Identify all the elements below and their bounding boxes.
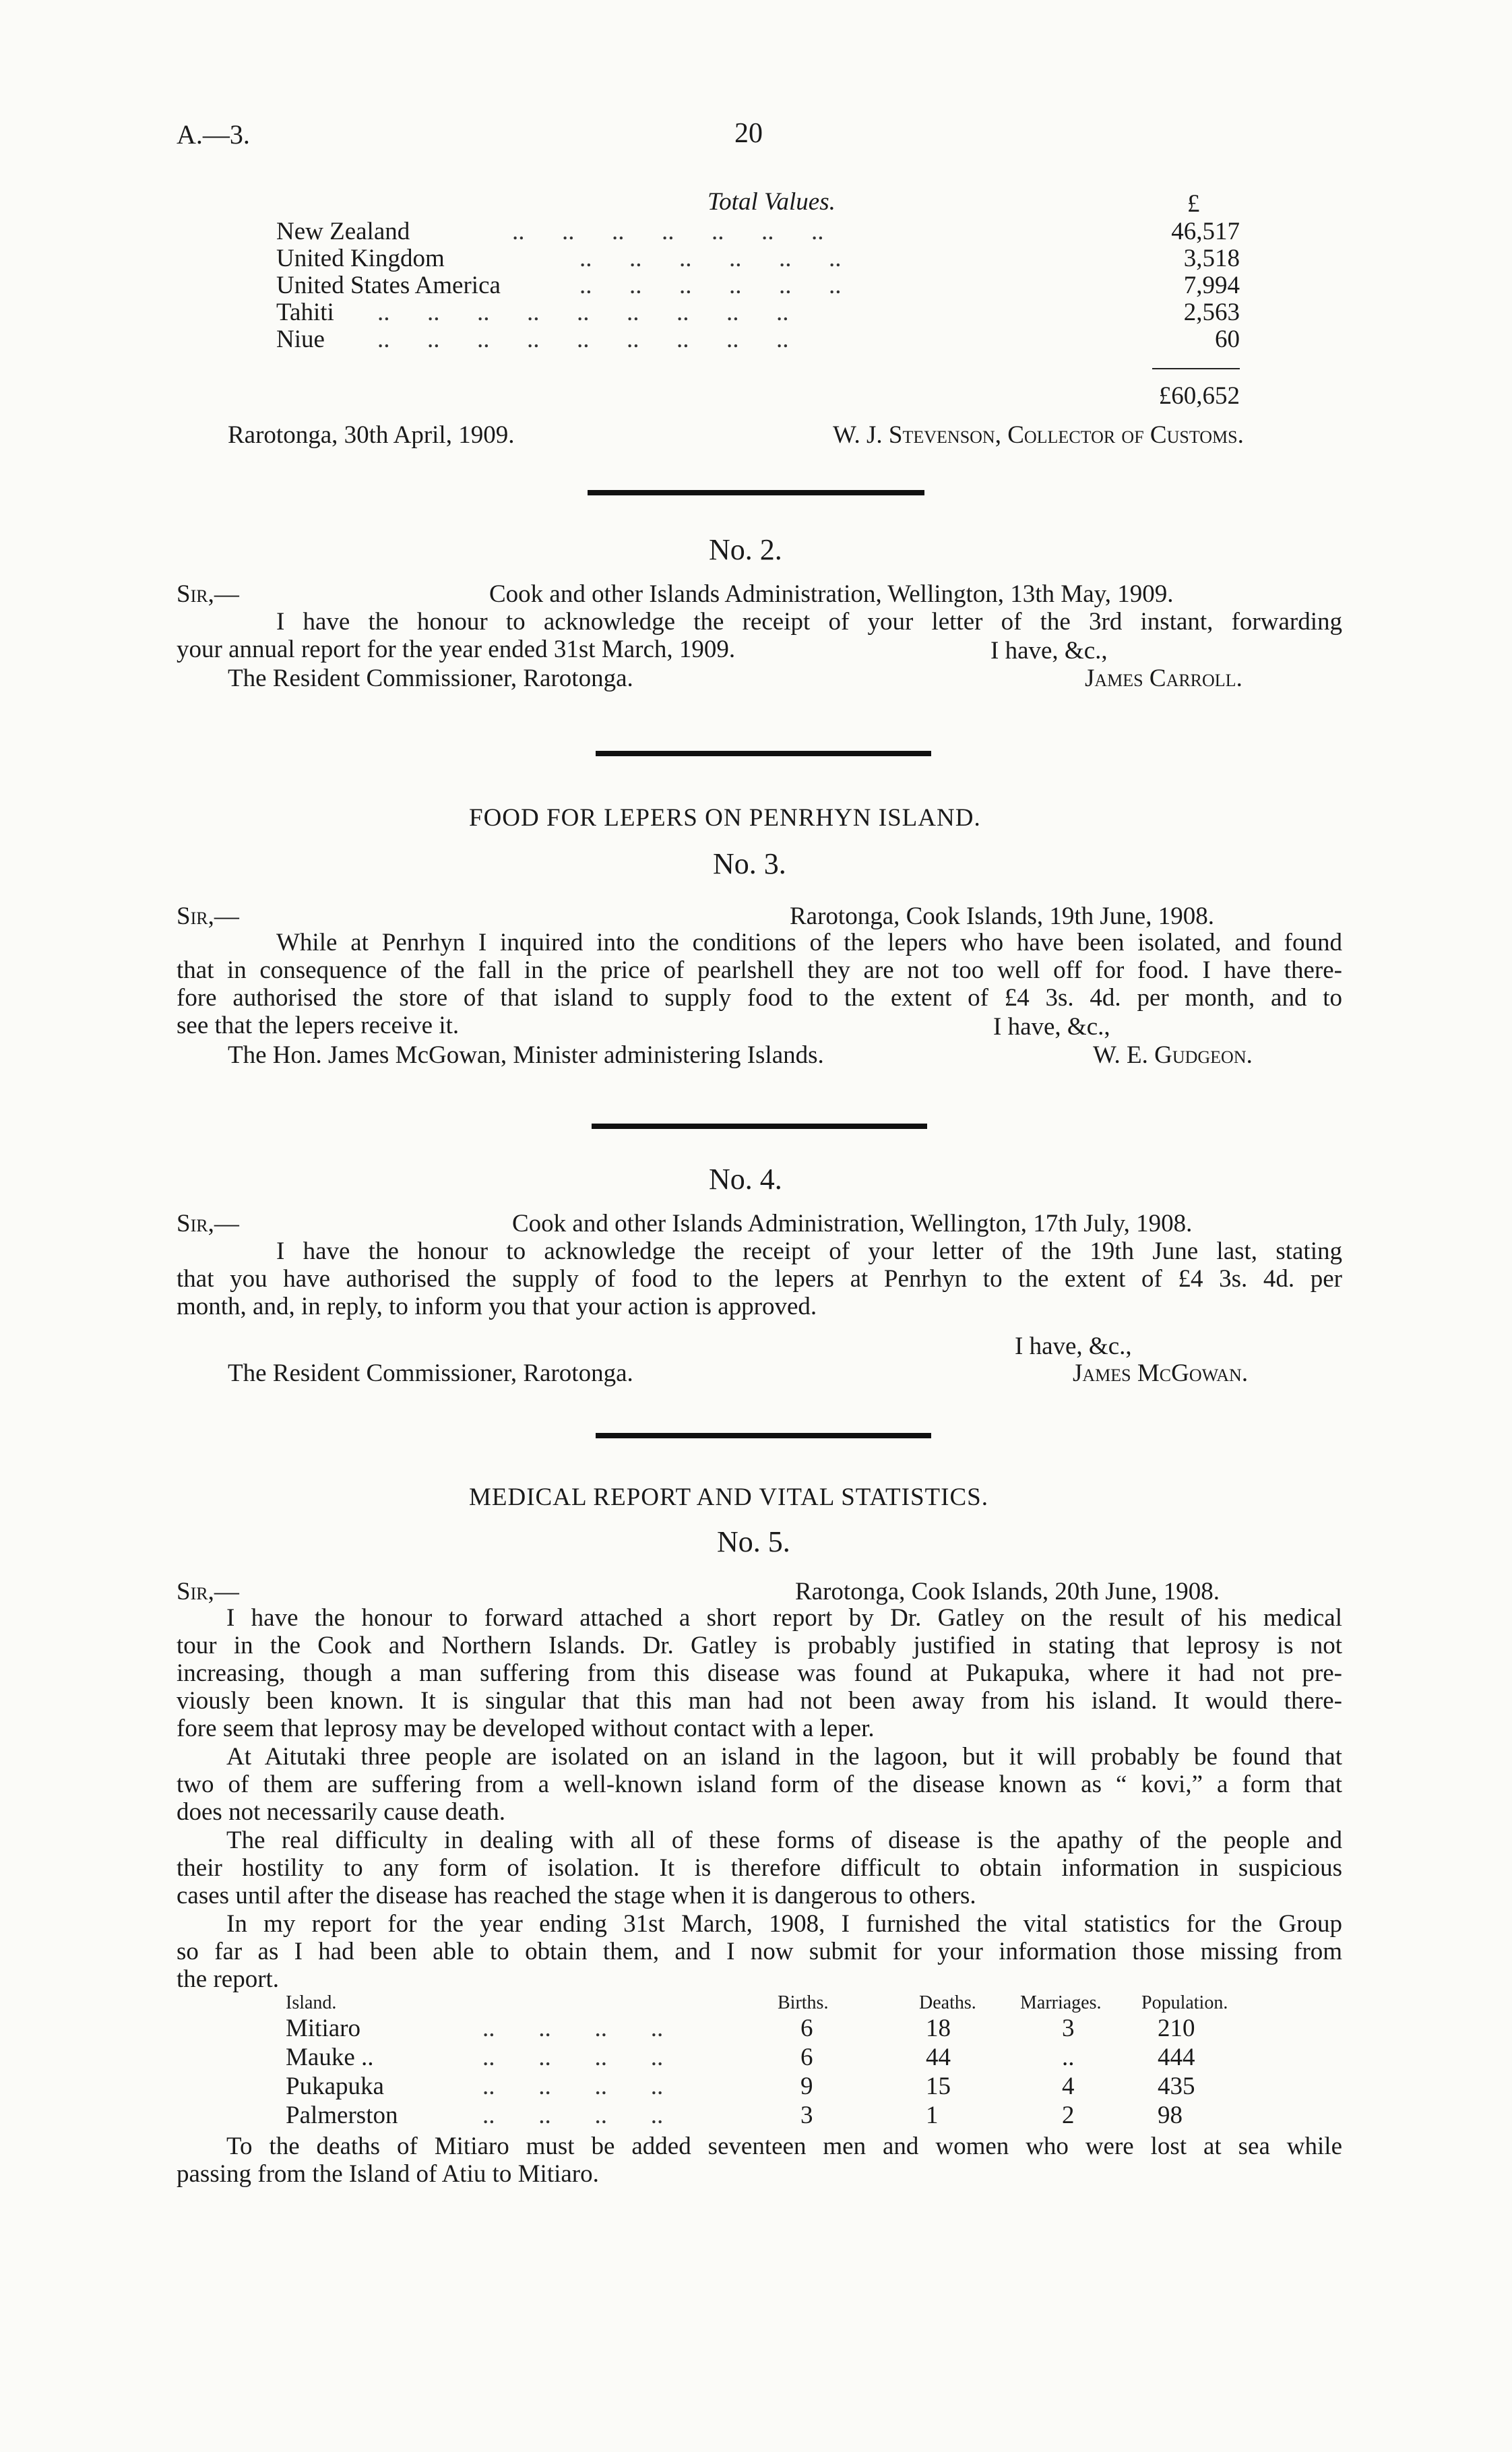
recipient: The Resident Commissioner, Rarotonga. <box>228 665 633 692</box>
section-divider <box>588 490 924 495</box>
body-line: The real difficulty in dealing with all of these forms of disease is the apathy of the people and <box>226 1827 1342 1854</box>
place-date: Rarotonga, 30th April, 1909. <box>228 421 515 449</box>
population-cell: 98 <box>1158 2102 1183 2129</box>
births-cell: 3 <box>800 2102 813 2129</box>
letter-address: Cook and other Islands Administration, Wellington, 13th May, 1909. <box>489 580 1174 608</box>
report-paragraph <box>177 1604 1342 1742</box>
values-total: £60,652 <box>1158 382 1240 410</box>
collector-signature: W. J. Stevenson, Collector of Customs. <box>833 421 1244 449</box>
island-name: Pukapuka <box>286 2073 384 2100</box>
body-line: increasing, though a man suffering from this disease was found at Pukapuka, where it had not pre- <box>177 1659 1342 1687</box>
island-cell <box>286 2072 757 2101</box>
leader-dots: .. .. .. .. .. .. <box>579 272 842 299</box>
value-cell: 60 <box>1215 326 1240 353</box>
report-paragraph <box>177 1910 1342 1993</box>
table-row <box>286 2072 1263 2101</box>
body-line: To the deaths of Mitiaro must be added seventeen men and women who were lost at sea while <box>226 2133 1342 2160</box>
island-cell <box>286 2014 757 2043</box>
body-line: I have the honour to acknowledge the receipt of your letter of the 3rd instant, forwarding <box>276 608 1342 636</box>
deaths-cell: 18 <box>926 2015 951 2042</box>
values-title: Total Values. <box>707 188 836 216</box>
island-name: Mauke <box>286 2044 355 2071</box>
closing: I have, &c., <box>1015 1332 1132 1360</box>
deaths-cell: 1 <box>926 2102 939 2129</box>
table-header-row <box>286 1992 1263 2014</box>
body-line: viously been known. It is singular that this man had not been away from his island. It would there- <box>177 1687 1342 1715</box>
total-rule <box>1152 368 1240 369</box>
body-line: so far as I had been able to obtain them, and I now submit for your information those missing from <box>177 1938 1342 1965</box>
body-line: their hostility to any form of isolation. It is therefore difficult to obtain information in suspicious <box>177 1854 1342 1882</box>
report-paragraph <box>177 2133 1342 2188</box>
closing: I have, &c., <box>990 637 1108 665</box>
population-cell: 435 <box>1158 2073 1195 2100</box>
signature: James Carroll. <box>1085 665 1242 692</box>
table-row <box>286 2014 1263 2043</box>
island-name: Mitiaro <box>286 2015 360 2042</box>
letter-number: No. 2. <box>709 533 782 566</box>
place-label: United Kingdom <box>276 245 445 272</box>
page-number: 20 <box>734 118 763 149</box>
population-cell: 210 <box>1158 2015 1195 2042</box>
report-paragraph <box>177 1827 1342 1909</box>
section-heading: MEDICAL REPORT AND VITAL STATISTICS. <box>469 1483 988 1511</box>
signature: W. E. Gudgeon. <box>1093 1041 1253 1069</box>
letter-body <box>177 1237 1342 1320</box>
salutation: Sir,— <box>177 1210 239 1237</box>
salutation: Sir,— <box>177 580 239 608</box>
table-row <box>286 2043 1263 2072</box>
value-cell: 46,517 <box>1171 218 1240 245</box>
body-line: While at Penrhyn I inquired into the conditions of the lepers who have been isolated, and found <box>276 929 1342 956</box>
currency-symbol: £ <box>1187 190 1200 218</box>
body-line: In my report for the year ending 31st March, 1908, I furnished the vital statistics for the Group <box>226 1910 1342 1938</box>
value-cell: 7,994 <box>1183 272 1240 299</box>
section-divider <box>596 751 931 756</box>
leader-dots: .. .. .. .. <box>482 2102 664 2129</box>
place-label: New Zealand <box>276 218 410 245</box>
section-divider <box>592 1124 927 1129</box>
letter-number: No. 4. <box>709 1163 782 1196</box>
letter-number: No. 3. <box>713 847 786 880</box>
body-line: that in consequence of the fall in the price of pearlshell they are not too well off for food. I have there- <box>177 956 1342 984</box>
letter-address: Cook and other Islands Administration, Wellington, 17th July, 1908. <box>512 1210 1193 1237</box>
body-line: your annual report for the year ended 31st March, 1909. <box>177 636 736 663</box>
deaths-cell: 15 <box>926 2073 951 2100</box>
column-header: Population. <box>1141 1992 1228 2013</box>
body-line: passing from the Island of Atiu to Mitiaro. <box>177 2160 599 2188</box>
section-divider <box>596 1433 931 1438</box>
column-header: Births. <box>778 1992 829 2013</box>
body-line: At Aitutaki three people are isolated on an island in the lagoon, but it will probably be found that <box>226 1743 1342 1771</box>
leader-dots: .. .. .. .. .. .. <box>579 245 842 272</box>
place-label: Niue <box>276 326 325 353</box>
leader-dots: .. .. .. .. .. .. .. .. .. <box>377 326 789 353</box>
leader-dots: .. .. .. .. .. .. .. <box>512 218 824 245</box>
signature: James McGowan. <box>1073 1359 1249 1387</box>
body-line: I have the honour to acknowledge the receipt of your letter of the 19th June last, stating <box>276 1237 1342 1265</box>
column-header: Marriages. <box>1020 1992 1102 2013</box>
population-cell: 444 <box>1158 2044 1195 2071</box>
marriages-cell: 3 <box>1062 2015 1075 2042</box>
table-row <box>286 2101 1263 2130</box>
island-cell <box>286 2101 757 2130</box>
body-line: fore seem that leprosy may be developed without contact with a leper. <box>177 1715 875 1742</box>
closing: I have, &c., <box>993 1013 1110 1041</box>
salutation: Sir,— <box>177 1578 239 1605</box>
marriages-cell: .. <box>1062 2044 1075 2071</box>
deaths-cell: 44 <box>926 2044 951 2071</box>
letter-address: Rarotonga, Cook Islands, 20th June, 1908. <box>795 1578 1220 1605</box>
body-line: that you have authorised the supply of food to the lepers at Penrhyn to the extent of £4 3s. 4d. per <box>177 1265 1342 1293</box>
body-line: two of them are suffering from a well-known island form of the disease known as “ kovi,” a form that <box>177 1771 1342 1798</box>
leader-dots: .. .. .. .. <box>482 2044 664 2071</box>
marriages-cell: 4 <box>1062 2073 1075 2100</box>
letter-number: No. 5. <box>717 1525 790 1558</box>
letter-body <box>177 608 1342 663</box>
letter-address: Rarotonga, Cook Islands, 19th June, 1908. <box>790 902 1214 930</box>
value-cell: 2,563 <box>1183 299 1240 326</box>
body-line: tour in the Cook and Northern Islands. Dr. Gatley is probably justified in stating that leprosy is not <box>177 1632 1342 1659</box>
births-cell: 9 <box>800 2073 813 2100</box>
section-heading: FOOD FOR LEPERS ON PENRHYN ISLAND. <box>469 804 981 832</box>
vital-statistics-table <box>286 1992 1263 2130</box>
salutation: Sir,— <box>177 902 239 930</box>
column-header: Deaths. <box>919 1992 976 2013</box>
body-line: the report. <box>177 1965 280 1993</box>
place-label: Tahiti <box>276 299 334 326</box>
leader-dots: .. .. .. .. .. .. .. .. .. <box>377 299 789 326</box>
place-label: United States America <box>276 272 501 299</box>
letter-body <box>177 929 1342 1039</box>
island-cell: Mauke .. .. .. .. .. <box>286 2044 664 2071</box>
report-paragraph <box>177 1743 1342 1826</box>
births-cell: 6 <box>800 2015 813 2042</box>
body-line: fore authorised the store of that island to supply food to the extent of £4 3s. 4d. per month, and to <box>177 984 1342 1012</box>
leader-dots: .. .. .. .. <box>482 2073 664 2100</box>
body-line: I have the honour to forward attached a short report by Dr. Gatley on the result of his medical <box>226 1604 1342 1632</box>
value-cell: 3,518 <box>1183 245 1240 272</box>
body-line: cases until after the disease has reached the stage when it is dangerous to others. <box>177 1882 976 1909</box>
island-name: Palmerston <box>286 2102 398 2129</box>
recipient: The Hon. James McGowan, Minister administering Islands. <box>228 1041 824 1069</box>
births-cell: 6 <box>800 2044 813 2071</box>
body-line: does not necessarily cause death. <box>177 1798 506 1826</box>
column-header: Island. <box>286 1992 337 2013</box>
body-line: see that the lepers receive it. <box>177 1012 460 1039</box>
leader-dots: .. .. .. .. <box>482 2015 664 2042</box>
recipient: The Resident Commissioner, Rarotonga. <box>228 1359 633 1387</box>
marriages-cell: 2 <box>1062 2102 1075 2129</box>
body-line: month, and, in reply, to inform you that your action is approved. <box>177 1293 817 1320</box>
document-reference: A.—3. <box>177 119 250 150</box>
